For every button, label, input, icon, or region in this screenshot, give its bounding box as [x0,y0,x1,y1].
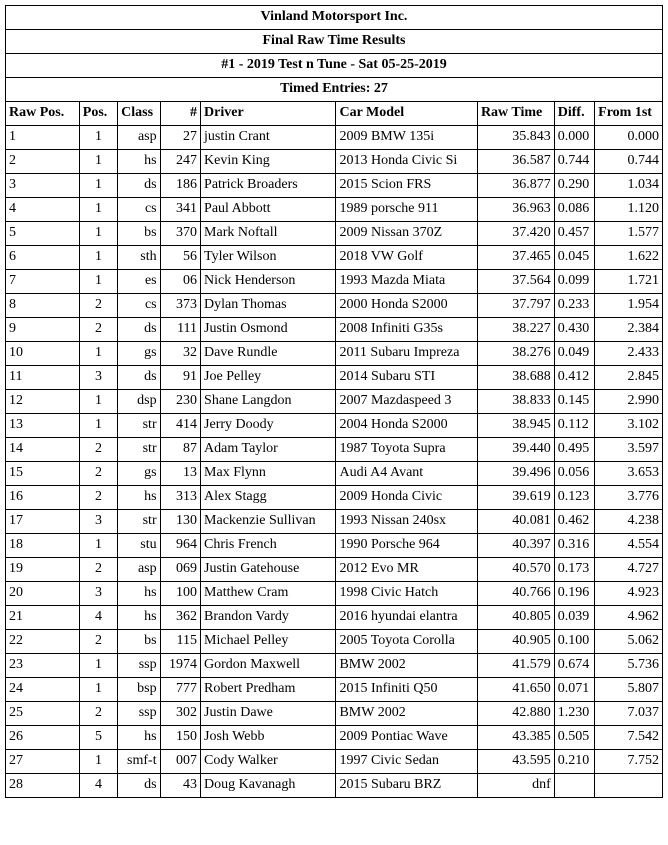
car-model-cell: Audi A4 Avant [336,462,477,486]
table-row [6,222,663,246]
from-first-cell: 5.736 [595,654,663,678]
pos-cell: 2 [79,294,117,318]
number-cell: 302 [160,702,200,726]
from-first-cell: 5.807 [595,678,663,702]
number-cell: 373 [160,294,200,318]
car-model-cell: 1998 Civic Hatch [336,582,477,606]
driver-cell: Chris French [201,534,336,558]
pos-cell: 2 [79,462,117,486]
pos-cell: 2 [79,558,117,582]
number-cell: 43 [160,774,200,798]
raw-time-cell: 39.440 [477,438,554,462]
class-cell: hs [118,726,160,750]
driver-cell: Brandon Vardy [201,606,336,630]
driver-cell: Robert Predham [201,678,336,702]
raw-time-cell: 38.945 [477,414,554,438]
pos-cell: 1 [79,126,117,150]
driver-cell: Michael Pelley [201,630,336,654]
raw-time-cell: 38.276 [477,342,554,366]
driver-cell: Paul Abbott [201,198,336,222]
table-row [6,390,663,414]
class-cell: asp [118,126,160,150]
col-class: Class [118,102,160,126]
number-cell: 313 [160,486,200,510]
raw-pos-cell: 13 [6,414,80,438]
class-cell: stu [118,534,160,558]
table-row [6,510,663,534]
raw-time-cell: 40.081 [477,510,554,534]
raw-time-cell: 39.619 [477,486,554,510]
driver-cell: Jerry Doody [201,414,336,438]
diff-cell: 0.412 [554,366,594,390]
from-first-cell: 1.721 [595,270,663,294]
pos-cell: 4 [79,774,117,798]
table-row [6,726,663,750]
pos-cell: 2 [79,318,117,342]
raw-pos-cell: 21 [6,606,80,630]
car-model-cell: 2005 Toyota Corolla [336,630,477,654]
pos-cell: 1 [79,198,117,222]
car-model-cell: 1997 Civic Sedan [336,750,477,774]
car-model-cell: 1987 Toyota Supra [336,438,477,462]
from-first-cell: 2.433 [595,342,663,366]
class-cell: str [118,510,160,534]
pos-cell: 1 [79,654,117,678]
raw-pos-cell: 10 [6,342,80,366]
from-first-cell: 3.597 [595,438,663,462]
pos-cell: 1 [79,174,117,198]
class-cell: ds [118,774,160,798]
class-cell: gs [118,342,160,366]
raw-time-cell: 41.579 [477,654,554,678]
diff-cell: 0.056 [554,462,594,486]
from-first-cell: 0.744 [595,150,663,174]
number-cell: 964 [160,534,200,558]
table-row [6,750,663,774]
raw-time-cell: 43.385 [477,726,554,750]
class-cell: hs [118,486,160,510]
raw-time-cell: 40.397 [477,534,554,558]
number-cell: 87 [160,438,200,462]
table-row [6,486,663,510]
number-cell: 362 [160,606,200,630]
raw-pos-cell: 7 [6,270,80,294]
col-car-model: Car Model [336,102,477,126]
raw-time-cell: 41.650 [477,678,554,702]
col-from-first: From 1st [595,102,663,126]
table-row [6,702,663,726]
raw-time-cell: 39.496 [477,462,554,486]
table-row [6,558,663,582]
diff-cell: 0.173 [554,558,594,582]
diff-cell: 0.000 [554,126,594,150]
driver-cell: justin Crant [201,126,336,150]
from-first-cell [595,774,663,798]
from-first-cell: 2.990 [595,390,663,414]
table-row [6,774,663,798]
col-diff: Diff. [554,102,594,126]
driver-cell: Justin Gatehouse [201,558,336,582]
driver-cell: Dylan Thomas [201,294,336,318]
diff-cell: 0.049 [554,342,594,366]
raw-time-cell: 37.420 [477,222,554,246]
driver-cell: Justin Osmond [201,318,336,342]
diff-cell: 0.123 [554,486,594,510]
pos-cell: 1 [79,270,117,294]
raw-time-cell: 37.465 [477,246,554,270]
driver-cell: Max Flynn [201,462,336,486]
table-row [6,630,663,654]
pos-cell: 1 [79,678,117,702]
table-row [6,126,663,150]
driver-cell: Josh Webb [201,726,336,750]
pos-cell: 1 [79,342,117,366]
table-row [6,246,663,270]
raw-time-cell: 35.843 [477,126,554,150]
pos-cell: 1 [79,390,117,414]
diff-cell: 0.457 [554,222,594,246]
driver-cell: Patrick Broaders [201,174,336,198]
diff-cell: 0.290 [554,174,594,198]
pos-cell: 5 [79,726,117,750]
class-cell: dsp [118,390,160,414]
raw-time-cell: 37.564 [477,270,554,294]
from-first-cell: 4.923 [595,582,663,606]
driver-cell: Kevin King [201,150,336,174]
driver-cell: Mackenzie Sullivan [201,510,336,534]
number-cell: 91 [160,366,200,390]
col-number: # [160,102,200,126]
number-cell: 230 [160,390,200,414]
driver-cell: Gordon Maxwell [201,654,336,678]
col-raw-pos: Raw Pos. [6,102,80,126]
diff-cell [554,774,594,798]
diff-cell: 1.230 [554,702,594,726]
car-model-cell: 2016 hyundai elantra [336,606,477,630]
class-cell: bs [118,630,160,654]
results-table [5,5,663,798]
raw-pos-cell: 6 [6,246,80,270]
raw-time-cell: 36.877 [477,174,554,198]
number-cell: 341 [160,198,200,222]
raw-pos-cell: 19 [6,558,80,582]
pos-cell: 1 [79,750,117,774]
class-cell: ssp [118,702,160,726]
from-first-cell: 1.034 [595,174,663,198]
raw-pos-cell: 17 [6,510,80,534]
car-model-cell: 1989 porsche 911 [336,198,477,222]
number-cell: 100 [160,582,200,606]
class-cell: ds [118,174,160,198]
from-first-cell: 1.120 [595,198,663,222]
car-model-cell: 2009 Nissan 370Z [336,222,477,246]
from-first-cell: 7.037 [595,702,663,726]
pos-cell: 2 [79,630,117,654]
raw-pos-cell: 22 [6,630,80,654]
event-title: #1 - 2019 Test n Tune - Sat 05-25-2019 [6,54,663,78]
pos-cell: 1 [79,150,117,174]
raw-pos-cell: 20 [6,582,80,606]
raw-pos-cell: 11 [6,366,80,390]
diff-cell: 0.100 [554,630,594,654]
car-model-cell: 1993 Nissan 240sx [336,510,477,534]
driver-cell: Dave Rundle [201,342,336,366]
col-raw-time: Raw Time [477,102,554,126]
table-row [6,150,663,174]
diff-cell: 0.196 [554,582,594,606]
driver-cell: Nick Henderson [201,270,336,294]
car-model-cell: 2015 Subaru BRZ [336,774,477,798]
car-model-cell: 2011 Subaru Impreza [336,342,477,366]
raw-time-cell: 43.595 [477,750,554,774]
number-cell: 414 [160,414,200,438]
from-first-cell: 4.238 [595,510,663,534]
number-cell: 247 [160,150,200,174]
entries-count: Timed Entries: 27 [6,78,663,102]
number-cell: 1974 [160,654,200,678]
table-row [6,414,663,438]
car-model-cell: BMW 2002 [336,702,477,726]
raw-pos-cell: 25 [6,702,80,726]
table-row [6,582,663,606]
pos-cell: 3 [79,510,117,534]
diff-cell: 0.674 [554,654,594,678]
car-model-cell: 2004 Honda S2000 [336,414,477,438]
car-model-cell: 2015 Infiniti Q50 [336,678,477,702]
driver-cell: Doug Kavanagh [201,774,336,798]
from-first-cell: 4.554 [595,534,663,558]
raw-pos-cell: 15 [6,462,80,486]
car-model-cell: BMW 2002 [336,654,477,678]
raw-time-cell: 36.963 [477,198,554,222]
raw-pos-cell: 4 [6,198,80,222]
raw-pos-cell: 5 [6,222,80,246]
number-cell: 111 [160,318,200,342]
from-first-cell: 3.102 [595,414,663,438]
number-cell: 115 [160,630,200,654]
driver-cell: Joe Pelley [201,366,336,390]
diff-cell: 0.086 [554,198,594,222]
raw-pos-cell: 14 [6,438,80,462]
car-model-cell: 2015 Scion FRS [336,174,477,198]
from-first-cell: 3.776 [595,486,663,510]
driver-cell: Cody Walker [201,750,336,774]
class-cell: str [118,438,160,462]
car-model-cell: 2013 Honda Civic Si [336,150,477,174]
diff-cell: 0.071 [554,678,594,702]
raw-pos-cell: 23 [6,654,80,678]
pos-cell: 1 [79,222,117,246]
car-model-cell: 2012 Evo MR [336,558,477,582]
car-model-cell: 2009 Honda Civic [336,486,477,510]
raw-time-cell: 42.880 [477,702,554,726]
driver-cell: Tyler Wilson [201,246,336,270]
number-cell: 777 [160,678,200,702]
number-cell: 150 [160,726,200,750]
raw-time-cell: 38.688 [477,366,554,390]
car-model-cell: 1993 Mazda Miata [336,270,477,294]
class-cell: ssp [118,654,160,678]
class-cell: ds [118,366,160,390]
diff-cell: 0.316 [554,534,594,558]
pos-cell: 2 [79,702,117,726]
diff-cell: 0.045 [554,246,594,270]
number-cell: 130 [160,510,200,534]
raw-time-cell: 38.833 [477,390,554,414]
raw-pos-cell: 2 [6,150,80,174]
from-first-cell: 2.384 [595,318,663,342]
class-cell: smf-t [118,750,160,774]
class-cell: hs [118,150,160,174]
diff-cell: 0.430 [554,318,594,342]
raw-time-cell: 38.227 [477,318,554,342]
raw-pos-cell: 8 [6,294,80,318]
pos-cell: 1 [79,246,117,270]
table-row [6,678,663,702]
from-first-cell: 2.845 [595,366,663,390]
driver-cell: Justin Dawe [201,702,336,726]
number-cell: 007 [160,750,200,774]
class-cell: es [118,270,160,294]
raw-pos-cell: 18 [6,534,80,558]
car-model-cell: 1990 Porsche 964 [336,534,477,558]
number-cell: 56 [160,246,200,270]
table-row [6,534,663,558]
class-cell: gs [118,462,160,486]
raw-pos-cell: 28 [6,774,80,798]
raw-pos-cell: 9 [6,318,80,342]
class-cell: ds [118,318,160,342]
from-first-cell: 4.962 [595,606,663,630]
pos-cell: 1 [79,414,117,438]
table-row [6,366,663,390]
driver-cell: Alex Stagg [201,486,336,510]
raw-time-cell: dnf [477,774,554,798]
diff-cell: 0.495 [554,438,594,462]
pos-cell: 3 [79,582,117,606]
table-row [6,270,663,294]
table-row [6,462,663,486]
from-first-cell: 7.752 [595,750,663,774]
driver-cell: Mark Noftall [201,222,336,246]
diff-cell: 0.744 [554,150,594,174]
pos-cell: 4 [79,606,117,630]
raw-pos-cell: 3 [6,174,80,198]
driver-cell: Shane Langdon [201,390,336,414]
pos-cell: 2 [79,438,117,462]
car-model-cell: 2007 Mazdaspeed 3 [336,390,477,414]
raw-time-cell: 40.805 [477,606,554,630]
class-cell: str [118,414,160,438]
raw-time-cell: 36.587 [477,150,554,174]
table-row [6,174,663,198]
raw-time-cell: 40.905 [477,630,554,654]
table-row [6,294,663,318]
from-first-cell: 7.542 [595,726,663,750]
diff-cell: 0.505 [554,726,594,750]
table-row [6,438,663,462]
class-cell: cs [118,294,160,318]
report-title: Final Raw Time Results [6,30,663,54]
number-cell: 13 [160,462,200,486]
table-row [6,606,663,630]
raw-pos-cell: 27 [6,750,80,774]
raw-pos-cell: 12 [6,390,80,414]
from-first-cell: 1.622 [595,246,663,270]
col-driver: Driver [201,102,336,126]
diff-cell: 0.099 [554,270,594,294]
from-first-cell: 4.727 [595,558,663,582]
class-cell: asp [118,558,160,582]
class-cell: hs [118,606,160,630]
class-cell: bs [118,222,160,246]
raw-time-cell: 40.570 [477,558,554,582]
table-row [6,342,663,366]
col-pos: Pos. [79,102,117,126]
raw-pos-cell: 16 [6,486,80,510]
class-cell: sth [118,246,160,270]
raw-pos-cell: 1 [6,126,80,150]
number-cell: 069 [160,558,200,582]
pos-cell: 2 [79,486,117,510]
diff-cell: 0.112 [554,414,594,438]
diff-cell: 0.039 [554,606,594,630]
org-title: Vinland Motorsport Inc. [6,6,663,30]
raw-time-cell: 40.766 [477,582,554,606]
from-first-cell: 1.577 [595,222,663,246]
pos-cell: 1 [79,534,117,558]
number-cell: 370 [160,222,200,246]
class-cell: hs [118,582,160,606]
diff-cell: 0.145 [554,390,594,414]
from-first-cell: 1.954 [595,294,663,318]
from-first-cell: 0.000 [595,126,663,150]
diff-cell: 0.210 [554,750,594,774]
car-model-cell: 2018 VW Golf [336,246,477,270]
driver-cell: Adam Taylor [201,438,336,462]
from-first-cell: 3.653 [595,462,663,486]
class-cell: bsp [118,678,160,702]
raw-pos-cell: 24 [6,678,80,702]
number-cell: 27 [160,126,200,150]
diff-cell: 0.233 [554,294,594,318]
table-row [6,198,663,222]
table-row [6,654,663,678]
diff-cell: 0.462 [554,510,594,534]
raw-time-cell: 37.797 [477,294,554,318]
car-model-cell: 2008 Infiniti G35s [336,318,477,342]
number-cell: 06 [160,270,200,294]
driver-cell: Matthew Cram [201,582,336,606]
class-cell: cs [118,198,160,222]
table-row [6,318,663,342]
number-cell: 32 [160,342,200,366]
pos-cell: 3 [79,366,117,390]
car-model-cell: 2009 BMW 135i [336,126,477,150]
from-first-cell: 5.062 [595,630,663,654]
raw-pos-cell: 26 [6,726,80,750]
car-model-cell: 2000 Honda S2000 [336,294,477,318]
car-model-cell: 2014 Subaru STI [336,366,477,390]
car-model-cell: 2009 Pontiac Wave [336,726,477,750]
number-cell: 186 [160,174,200,198]
